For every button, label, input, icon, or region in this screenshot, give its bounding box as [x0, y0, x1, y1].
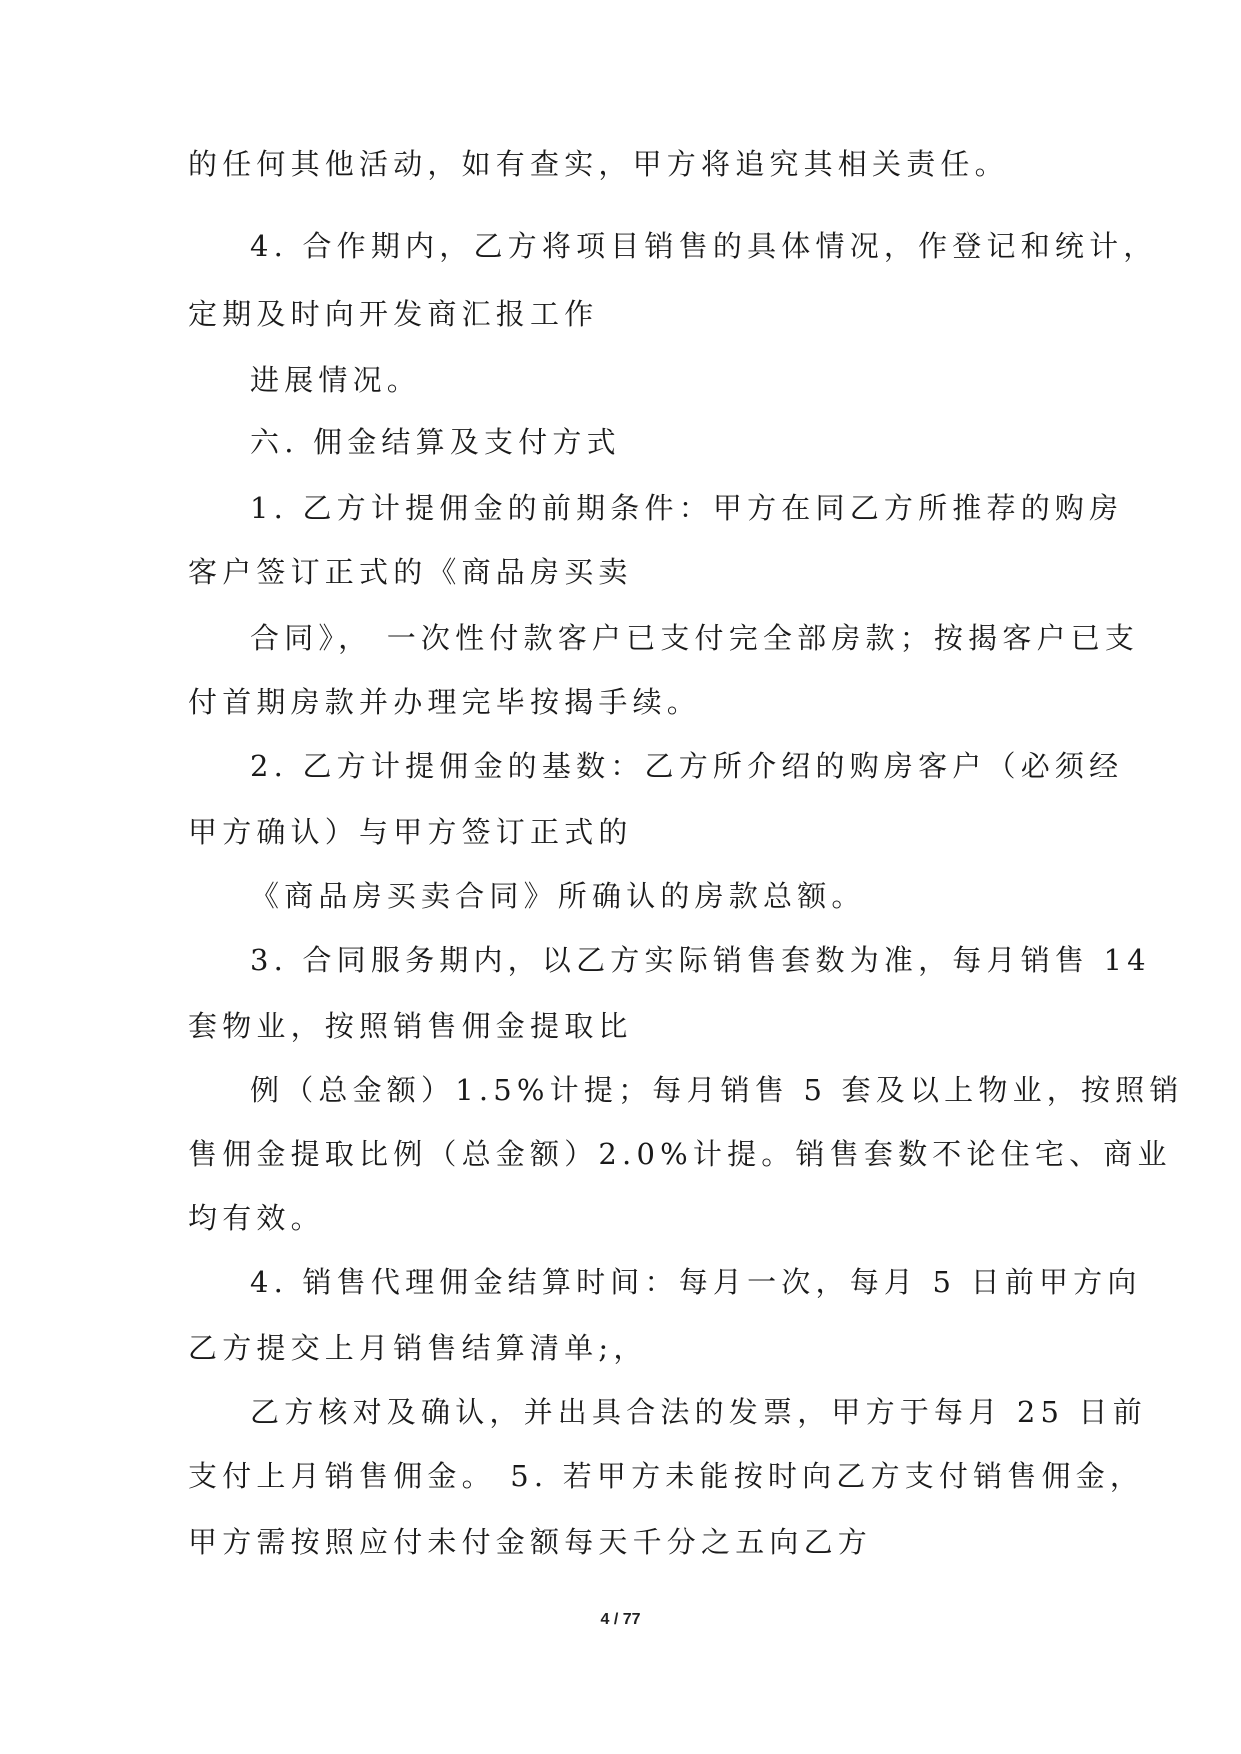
paragraph-line: 3. 合同服务期内，以乙方实际销售套数为准，每月销售 14: [250, 943, 1151, 977]
paragraph-line: 售佣金提取比例（总金额）2.0%计提。销售套数不论住宅、商业: [188, 1137, 1172, 1171]
paragraph-line: 4. 合作期内，乙方将项目销售的具体情况，作登记和统计，: [250, 229, 1158, 263]
page-number: 4 / 77: [600, 1611, 641, 1628]
paragraph-line: 进展情况。: [250, 363, 422, 397]
paragraph-line: 合同》， 一次性付款客户已支付完全部房款；按揭客户已支: [250, 621, 1140, 655]
paragraph-line: 的任何其他活动，如有查实，甲方将追究其相关责任。: [188, 147, 1009, 181]
paragraph-line: 1. 乙方计提佣金的前期条件：甲方在同乙方所推荐的购房: [250, 491, 1124, 525]
paragraph-line: 定期及时向开发商汇报工作: [188, 297, 599, 331]
paragraph-line: 甲方需按照应付未付金额每天千分之五向乙方: [188, 1525, 873, 1559]
paragraph-line: 套物业，按照销售佣金提取比: [188, 1009, 633, 1043]
paragraph-line: 客户签订正式的《商品房买卖: [188, 555, 633, 589]
section-heading: 六. 佣金结算及支付方式: [250, 425, 621, 459]
paragraph-line: 《商品房买卖合同》所确认的房款总额。: [250, 879, 866, 913]
paragraph-line: 例（总金额）1.5%计提；每月销售 5 套及以上物业，按照销: [250, 1073, 1184, 1107]
paragraph-line: 2. 乙方计提佣金的基数：乙方所介绍的购房客户（必须经: [250, 749, 1124, 783]
paragraph-line: 付首期房款并办理完毕按揭手续。: [188, 685, 702, 719]
paragraph-line: 4. 销售代理佣金结算时间：每月一次，每月 5 日前甲方向: [250, 1265, 1142, 1299]
paragraph-line: 支付上月销售佣金。 5. 若甲方未能按时向乙方支付销售佣金，: [188, 1459, 1145, 1493]
paragraph-line: 乙方核对及确认，并出具合法的发票，甲方于每月 25 日前: [250, 1395, 1147, 1429]
paragraph-line: 均有效。: [188, 1201, 325, 1235]
paragraph-line: 乙方提交上月销售结算清单;，: [188, 1331, 648, 1365]
paragraph-line: 甲方确认）与甲方签订正式的: [188, 815, 633, 849]
